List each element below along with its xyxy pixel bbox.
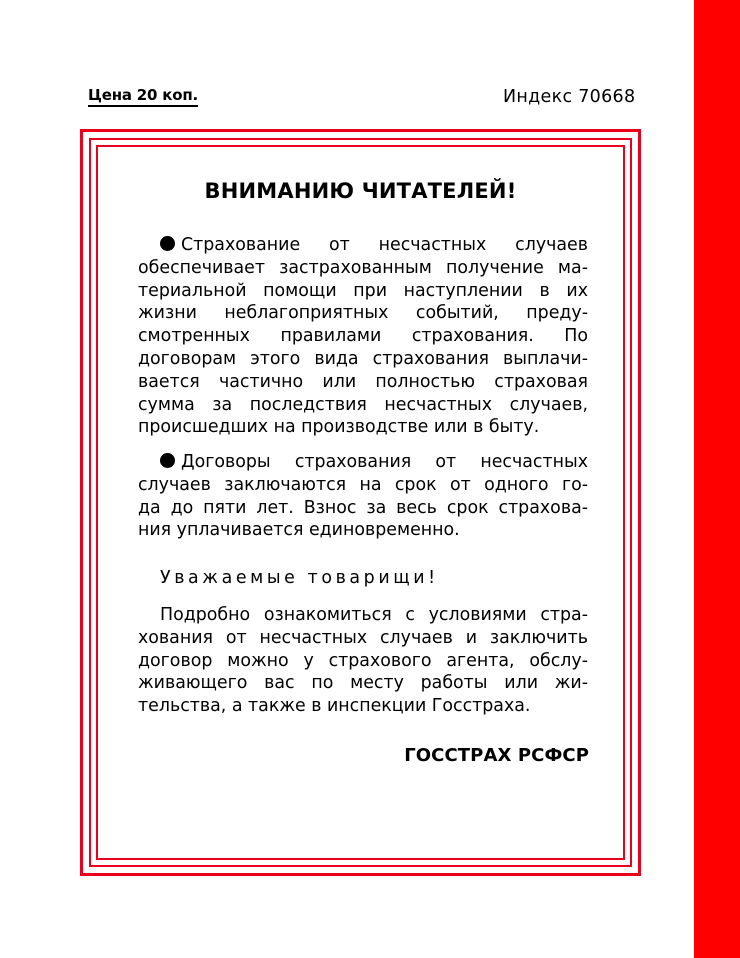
- paragraph-line: живающего вас по месту работы или жи-: [138, 673, 588, 694]
- red-edge-strip: [694, 0, 740, 958]
- greeting: Уважаемые товарищи!: [160, 568, 439, 588]
- signature: ГОССТРАХ РСФСР: [404, 745, 589, 766]
- paragraph-line-text: Подробно ознакомиться с условиями стра-: [160, 605, 588, 625]
- paragraph-line-text: Страхование от несчастных случаев: [181, 235, 588, 255]
- paragraph-line: смотренных правилами страхования. По: [138, 326, 588, 347]
- paragraph-line: [138, 451, 588, 474]
- paragraph-insurance-description: [138, 234, 588, 439]
- index-label: Индекс 70668: [503, 87, 636, 107]
- paragraph-contract-terms: [138, 451, 588, 542]
- paragraph-line: ния уплачивается единовременно.: [138, 520, 460, 541]
- notice-title: ВНИМАНИЮ ЧИТАТЕЛЕЙ!: [204, 179, 517, 203]
- paragraph-line: происшедших на производстве или в быту.: [138, 417, 540, 438]
- bullet-icon: [160, 236, 175, 251]
- paragraph-line: договор можно у страхового агента, обслу-: [138, 650, 588, 671]
- price-label: Цена 20 коп.: [88, 86, 198, 107]
- paragraph-line: [138, 604, 588, 627]
- paragraph-line: сумма за последствия несчастных случаев,: [138, 394, 588, 415]
- paragraph-line: жизни неблагоприятных событий, преду-: [138, 303, 588, 324]
- bullet-icon: [160, 453, 175, 468]
- paragraph-line: тельства, а также в инспекции Госстраха.: [138, 696, 531, 717]
- paragraph-line: договорам этого вида страхования выплачи-: [138, 348, 588, 369]
- paragraph-line: териальной помощи при наступлении в их: [138, 280, 588, 301]
- paragraph-line: случаев заключаются на срок от одного го-: [138, 474, 588, 495]
- paragraph-contact-info: [138, 604, 588, 718]
- paragraph-line: вается частично или полностью страховая: [138, 371, 588, 392]
- paragraph-line-text: Договоры страхования от несчастных: [181, 452, 588, 472]
- paragraph-line: обеспечивает застрахованным получение ма-: [138, 257, 588, 278]
- paragraph-line: да до пяти лет. Взнос за весь срок страхова-: [138, 497, 588, 518]
- paragraph-line: хования от несчастных случаев и заключить: [138, 627, 588, 648]
- paragraph-line: [138, 234, 588, 257]
